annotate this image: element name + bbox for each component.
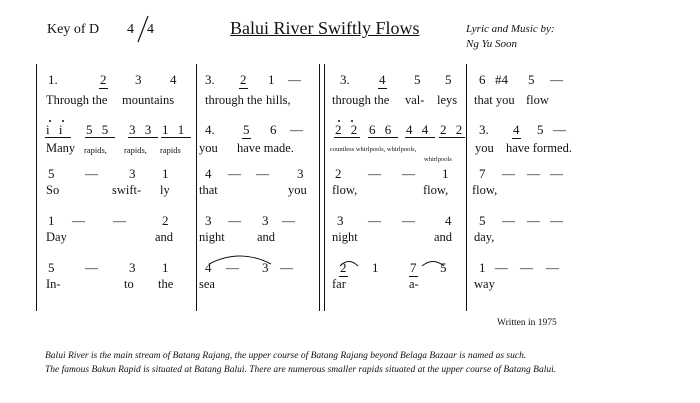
note-dash: —	[72, 213, 85, 228]
lyric: and	[155, 230, 174, 244]
lyric: flow,	[332, 183, 358, 197]
note: 4	[379, 72, 386, 87]
note-pair: 3 3	[129, 122, 155, 137]
lyric: and	[257, 230, 276, 244]
lyric: sea	[199, 277, 215, 291]
lyric: hills,	[266, 93, 291, 107]
lyric: whirlpools	[424, 156, 452, 163]
written-date: Written in 1975	[497, 318, 557, 328]
note-dash: —	[402, 213, 415, 228]
note: 7	[410, 260, 417, 275]
lyric: you	[475, 141, 494, 155]
note: 3	[129, 260, 136, 275]
note-dash: —	[553, 122, 566, 137]
note: 5	[48, 260, 55, 275]
underline-mark	[405, 137, 435, 138]
note-dash: —	[228, 213, 241, 228]
bar-line	[466, 64, 467, 311]
note-dash: —	[550, 213, 563, 228]
note-dash: —	[256, 166, 269, 181]
note: 3	[205, 213, 212, 228]
lyric: you	[199, 141, 218, 155]
lyric: the	[158, 277, 174, 291]
underline-mark	[242, 138, 251, 139]
note-dash: —	[226, 260, 239, 275]
note: 4	[170, 72, 177, 87]
underline-mark	[128, 137, 158, 138]
note: 3	[129, 166, 136, 181]
note: 3	[297, 166, 304, 181]
note-dash: —	[368, 213, 381, 228]
slur-arcs	[336, 256, 456, 268]
note-dash: —	[288, 72, 301, 87]
note-dash: —	[527, 213, 540, 228]
note: 3.	[205, 72, 215, 87]
lyric: through the	[332, 93, 390, 107]
lyric: flow,	[423, 183, 449, 197]
credit-name: Ng Yu Soon	[466, 38, 517, 50]
note: 1	[372, 260, 379, 275]
lyric: In-	[46, 277, 61, 291]
lyric: rapids,	[124, 145, 147, 155]
note: 2	[335, 166, 342, 181]
note-dash: —	[280, 260, 293, 275]
lyric: Many	[46, 141, 76, 155]
lyric: Day	[46, 230, 67, 244]
bar-line	[196, 64, 197, 311]
lyric: Through the	[46, 93, 108, 107]
lyric: val-	[405, 93, 425, 107]
note: 5	[479, 213, 486, 228]
lyric: have made.	[237, 141, 294, 155]
note-dash: —	[402, 166, 415, 181]
note-dash: —	[546, 260, 559, 275]
lyric: that you	[474, 93, 515, 107]
note-dash: —	[290, 122, 303, 137]
note: 3	[337, 213, 344, 228]
lyric: flow,	[472, 183, 498, 197]
lyric: countless whirlpools, whirlpools,	[330, 146, 417, 153]
note-dash: —	[550, 166, 563, 181]
note: 3.	[340, 72, 350, 87]
left-bar-line	[36, 64, 37, 311]
note: 7	[479, 166, 486, 181]
note: 4.	[205, 122, 215, 137]
note: 1.	[48, 72, 58, 87]
lyric: and	[434, 230, 453, 244]
note: 1	[442, 166, 449, 181]
lyric: have formed.	[506, 141, 572, 155]
note-dash: —	[527, 166, 540, 181]
lyric: flow	[526, 93, 549, 107]
lyric: a-	[409, 277, 419, 291]
note: 3	[262, 213, 269, 228]
underline-mark	[99, 88, 108, 89]
note: 1	[162, 166, 169, 181]
note-dash: —	[113, 213, 126, 228]
underline-mark	[161, 137, 191, 138]
lyric: night	[199, 230, 225, 244]
double-bar-line	[319, 64, 325, 311]
note: 2	[100, 72, 107, 87]
lyric: swift-	[112, 183, 142, 197]
note: #4	[495, 72, 508, 87]
underline-mark	[378, 88, 387, 89]
note: 4	[205, 260, 212, 275]
lyric: So	[46, 183, 60, 197]
note-pair: 2 2	[335, 122, 361, 137]
underline-mark	[334, 137, 360, 138]
underline-mark	[85, 137, 115, 138]
note: 5	[537, 122, 544, 137]
note: 2	[162, 213, 169, 228]
note: 5	[445, 72, 452, 87]
note-pair: 4 4	[406, 122, 432, 137]
time-signature-top: 4	[127, 22, 134, 37]
note: 4	[513, 122, 520, 137]
underline-mark	[239, 88, 248, 89]
lyric: to	[124, 277, 134, 291]
note-dash: —	[502, 166, 515, 181]
note-dash: —	[228, 166, 241, 181]
note: 6	[270, 122, 277, 137]
note-dash: —	[502, 213, 515, 228]
key-signature: Key of D	[47, 22, 100, 37]
note: 2	[240, 72, 247, 87]
footnote-line-2: The famous Bakun Rapid is situated at Batang Balui. There are numerous smaller rapids situated at the upper course of Batang Balui.	[45, 365, 557, 375]
note: 5	[528, 72, 535, 87]
note: 6	[479, 72, 486, 87]
note: 3	[135, 72, 142, 87]
note: 5	[440, 260, 447, 275]
note: 4	[445, 213, 452, 228]
note: 3	[262, 260, 269, 275]
underline-mark	[45, 137, 71, 138]
lyric: day,	[474, 230, 495, 244]
note: 1	[268, 72, 275, 87]
note: 4	[205, 166, 212, 181]
note: 1	[479, 260, 486, 275]
lyric: night	[332, 230, 358, 244]
note-pair: 1 1	[162, 122, 188, 137]
note-pair: 2 2	[440, 122, 466, 137]
time-signature-bottom: 4	[147, 22, 154, 37]
note-pair: i i	[46, 122, 66, 137]
song-title: Balui River Swiftly Flows	[230, 18, 420, 38]
note-dash: —	[85, 260, 98, 275]
note: 3.	[479, 122, 489, 137]
lyric: ly	[160, 183, 170, 197]
underline-mark	[368, 137, 398, 138]
lyric: that	[199, 183, 218, 197]
note: 5	[414, 72, 421, 87]
lyric: through the	[205, 93, 263, 107]
note-dash: —	[550, 72, 563, 87]
note: 5	[48, 166, 55, 181]
lyric: far	[332, 277, 346, 291]
note-dash: —	[520, 260, 533, 275]
note-dash: —	[282, 213, 295, 228]
underline-mark	[439, 137, 465, 138]
underline-mark	[512, 138, 521, 139]
note-dash: —	[368, 166, 381, 181]
note: 1	[162, 260, 169, 275]
lyric: mountains	[122, 93, 175, 107]
lyric: rapids	[160, 145, 181, 155]
note-dash: —	[85, 166, 98, 181]
note-pair: 6 6	[369, 122, 395, 137]
lyric: leys	[437, 93, 458, 107]
lyric: you	[288, 183, 307, 197]
note: 5	[243, 122, 250, 137]
note: 1	[48, 213, 55, 228]
note-pair: 5 5	[86, 122, 112, 137]
lyric: way	[474, 277, 495, 291]
lyric: rapids,	[84, 145, 107, 155]
credit-label: Lyric and Music by:	[466, 23, 555, 35]
note-dash: —	[495, 260, 508, 275]
note: 2	[340, 260, 347, 275]
footnote-line-1: Balui River is the main stream of Batang Rajang, the upper course of Batang Rajang beyond Belaga Bazaar is named as such.	[45, 351, 527, 361]
